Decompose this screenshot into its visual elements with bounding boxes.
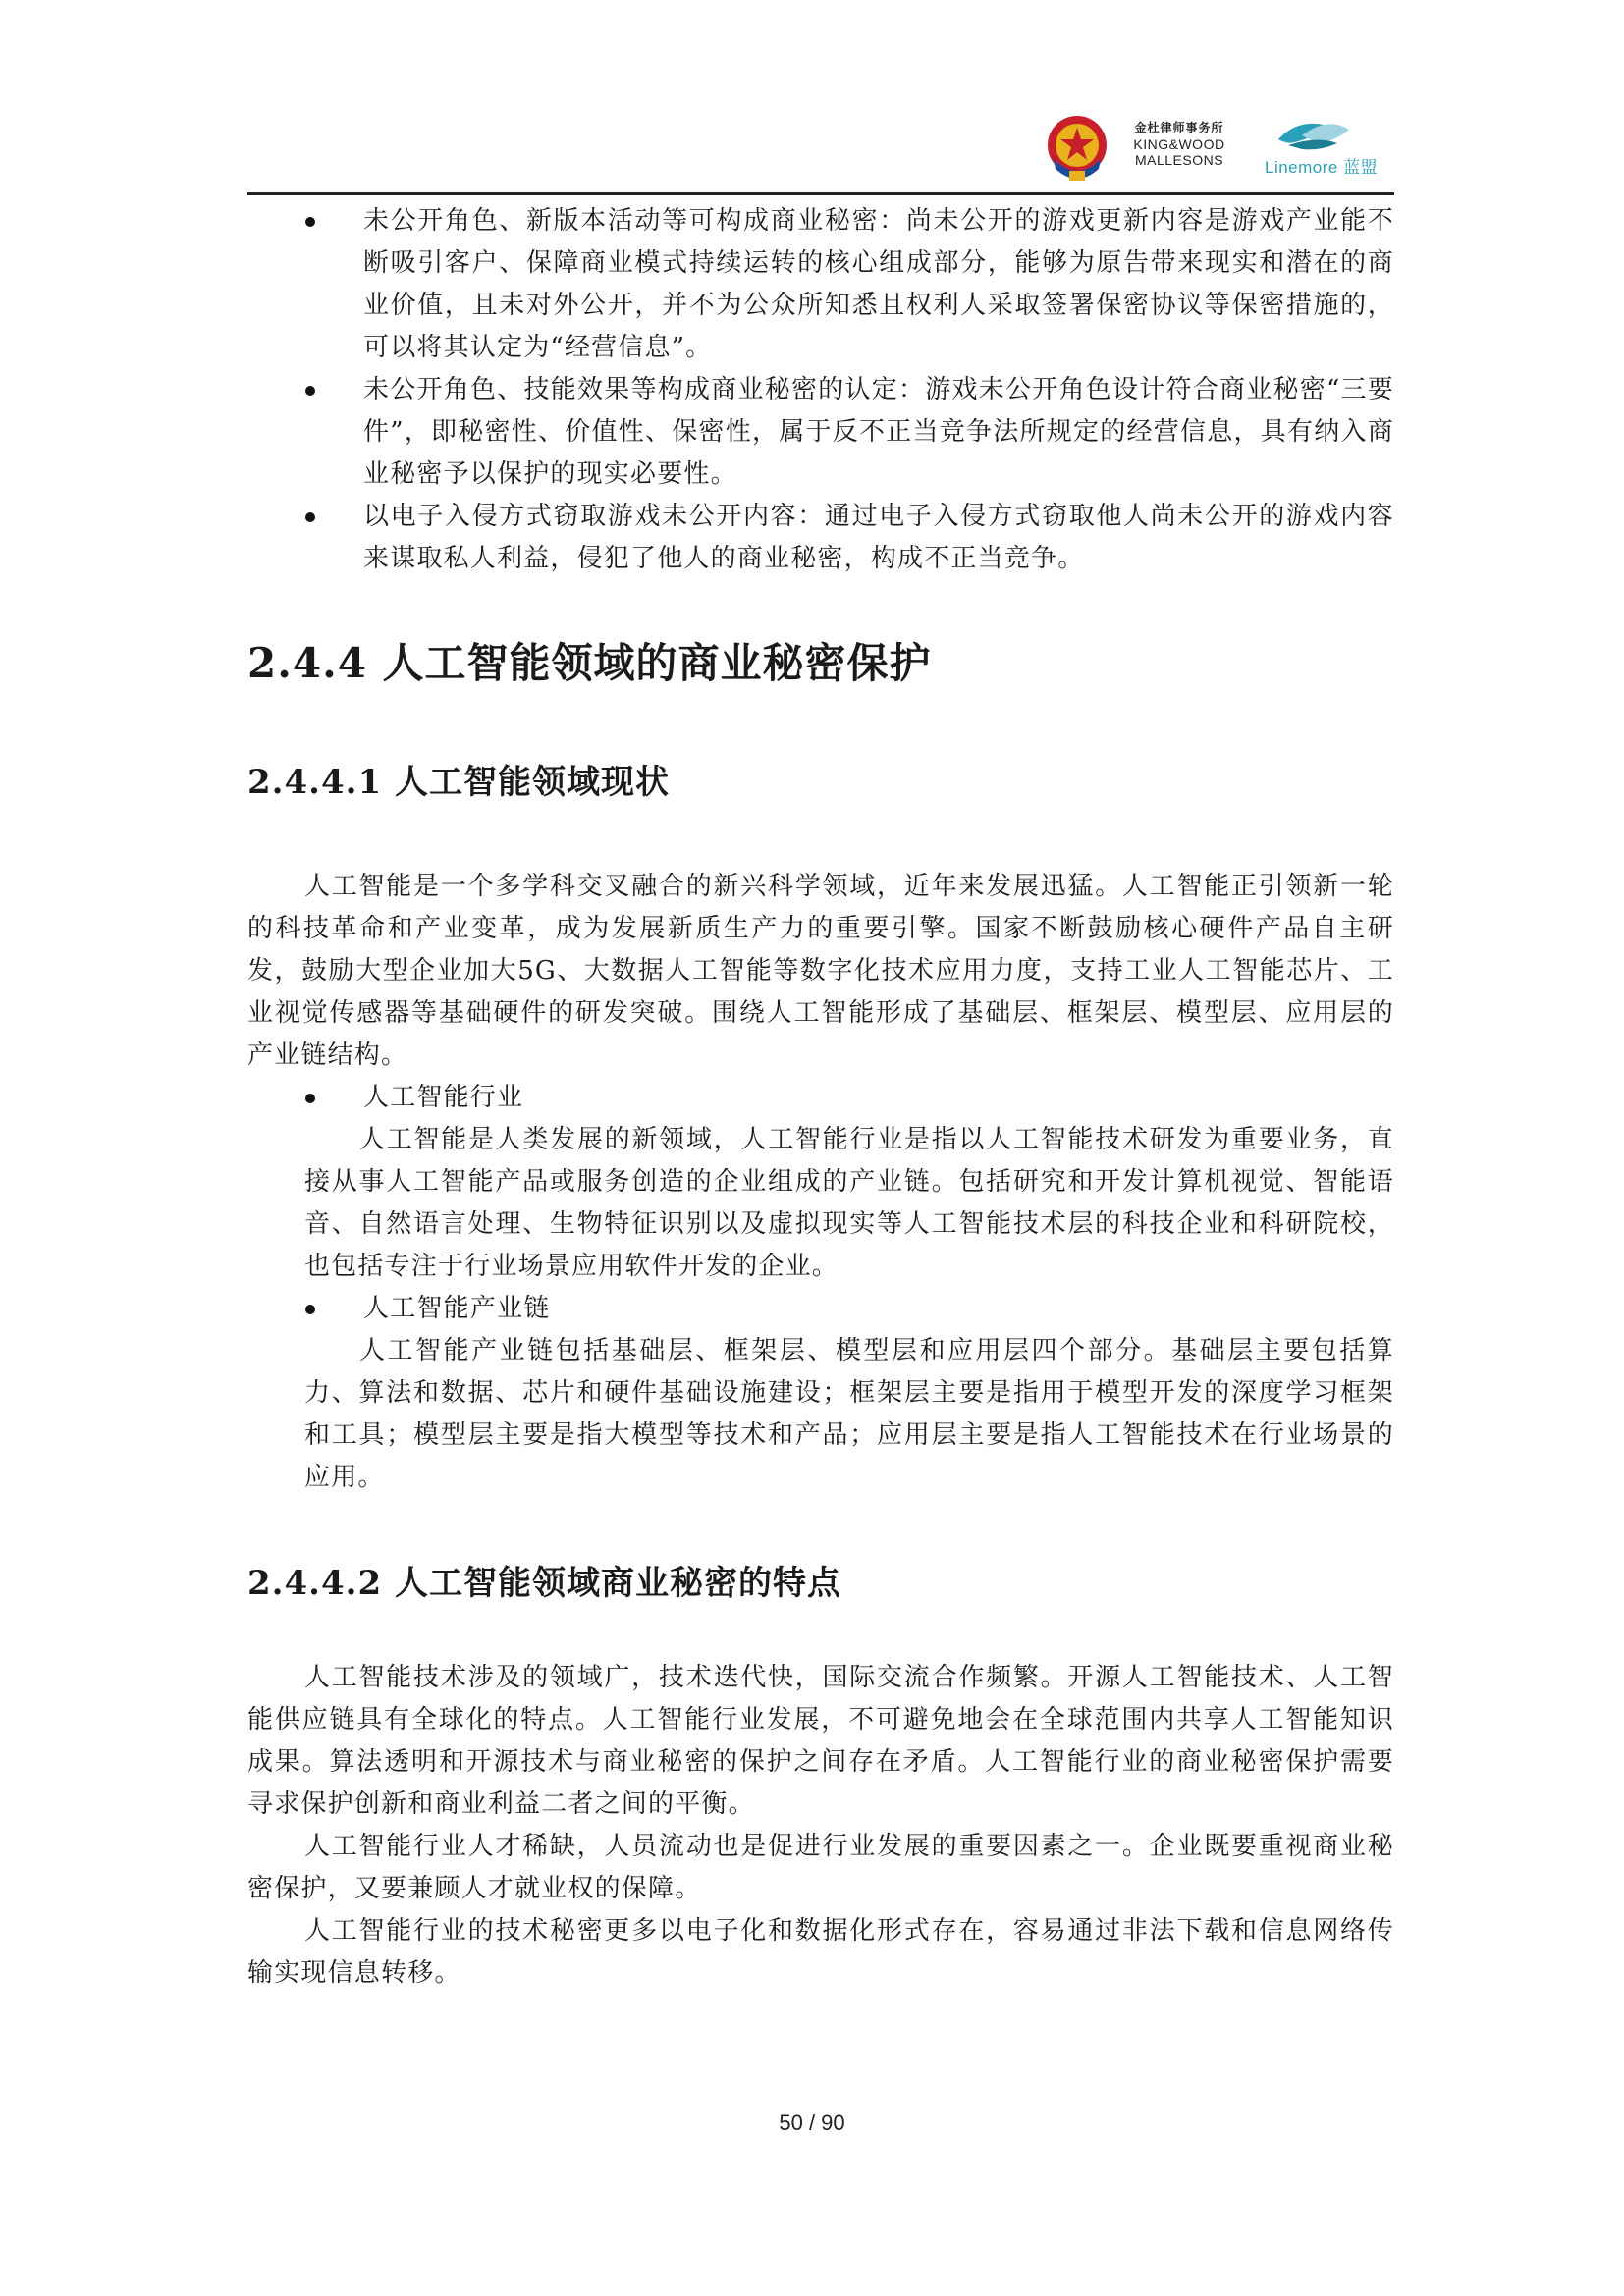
features-paragraph-2: 人工智能行业人才稀缺，人员流动也是促进行业发展的重要因素之一。企业既要重视商业秘密保护，又要兼顾人才就业权的保障。 — [247, 1832, 1394, 1903]
kwm-logo-cn: 金杜律师事务所 — [1134, 121, 1224, 134]
bullet-dot-icon — [305, 512, 315, 522]
bullet-dot-icon — [305, 217, 315, 227]
bullet-dot-icon — [305, 1305, 315, 1314]
bullet-item — [247, 496, 1394, 580]
bullet-item — [247, 369, 1394, 496]
page-number: 50 / 90 — [779, 2110, 845, 2135]
subsection-heading-1: 2.4.4.1 人工智能领域现状 — [247, 763, 670, 802]
bullet-item-ai-chain — [247, 1288, 1394, 1330]
linemore-logo-text: Linemore 蓝盟 — [1265, 158, 1379, 177]
kwm-logo — [1119, 122, 1239, 167]
bullet-item-ai-industry — [247, 1077, 1394, 1119]
procuratorate-emblem-icon — [1040, 110, 1114, 187]
subsection-heading-2: 2.4.4.2 人工智能领域商业秘密的特点 — [247, 1564, 841, 1603]
bullet-item — [247, 200, 1394, 369]
page-header — [247, 108, 1394, 192]
bullet-dot-icon — [305, 1094, 315, 1103]
intro-paragraph: 人工智能是一个多学科交叉融合的新兴科学领域，近年来发展迅猛。人工智能正引领新一轮的科技革命和产业变革，成为发展新质生产力的重要引擎。国家不断鼓励核心硬件产品自主研发，鼓励大型企业加大5G、大数据人工智能等数字化技术应用力度，支持工业人工智能芯片、工业视觉传感器等基础硬件的研发突破。围绕人工智能形成了基础层、框架层、模型层、应用层的产业链结构。 — [247, 872, 1394, 1070]
bullet-dot-icon — [305, 386, 315, 396]
ai-industry-paragraph: 人工智能是人类发展的新领域，人工智能行业是指以人工智能技术研发为重要业务，直接从事人工智能产品或服务创造的企业组成的产业链。包括研究和开发计算机视觉、智能语音、自然语言处理、生物特征识别以及虚拟现实等人工智能技术层的科技企业和科研院校，也包括专注于行业场景应用软件开发的企业。 — [304, 1125, 1394, 1281]
bullet-label: 人工智能行业 — [363, 1083, 524, 1112]
ai-chain-paragraph: 人工智能产业链包括基础层、框架层、模型层和应用层四个部分。基础层主要包括算力、算法和数据、芯片和硬件基础设施建设；框架层主要是指用于模型开发的深度学习框架和工具；模型层主要是指大模型等技术和产品；应用层主要是指人工智能技术在行业场景的应用。 — [304, 1336, 1394, 1492]
page-content — [247, 196, 1394, 1995]
bullet-label: 人工智能产业链 — [363, 1294, 551, 1323]
bullet-text: 未公开角色、新版本活动等可构成商业秘密：尚未公开的游戏更新内容是游戏产业能不断吸引客户、保障商业模式持续运转的核心组成部分，能够为原告带来现实和潜在的商业价值，且未对外公开，并不为公众所知悉且权利人采取签署保密协议等保密措施的，可以将其认定为“经营信息”。 — [363, 206, 1394, 362]
features-paragraph-1: 人工智能技术涉及的领域广，技术迭代快，国际交流合作频繁。开源人工智能技术、人工智能供应链具有全球化的特点。人工智能行业发展，不可避免地会在全球范围内共享人工智能知识成果。算法透明和开源技术与商业秘密的保护之间存在矛盾。人工智能行业的商业秘密保护需要寻求保护创新和商业利益二者之间的平衡。 — [247, 1663, 1394, 1819]
kwm-logo-en2: MALLESONS — [1134, 152, 1224, 168]
features-paragraph-3: 人工智能行业的技术秘密更多以电子化和数据化形式存在，容易通过非法下载和信息网络传输实现信息转移。 — [247, 1916, 1394, 1988]
bullet-text: 未公开角色、技能效果等构成商业秘密的认定：游戏未公开角色设计符合商业秘密“三要件”，即秘密性、价值性、保密性，属于反不正当竞争法所规定的经营信息，具有纳入商业秘密予以保护的现实必要性。 — [363, 375, 1394, 489]
header-rule — [247, 192, 1394, 195]
section-heading: 2.4.4 人工智能领域的商业秘密保护 — [247, 639, 932, 687]
kwm-logo-en1: KING&WOOD — [1133, 136, 1225, 152]
bullet-text: 以电子入侵方式窃取游戏未公开内容：通过电子入侵方式窃取他人尚未公开的游戏内容来谋取私人利益，侵犯了他人的商业秘密，构成不正当竞争。 — [363, 502, 1394, 573]
